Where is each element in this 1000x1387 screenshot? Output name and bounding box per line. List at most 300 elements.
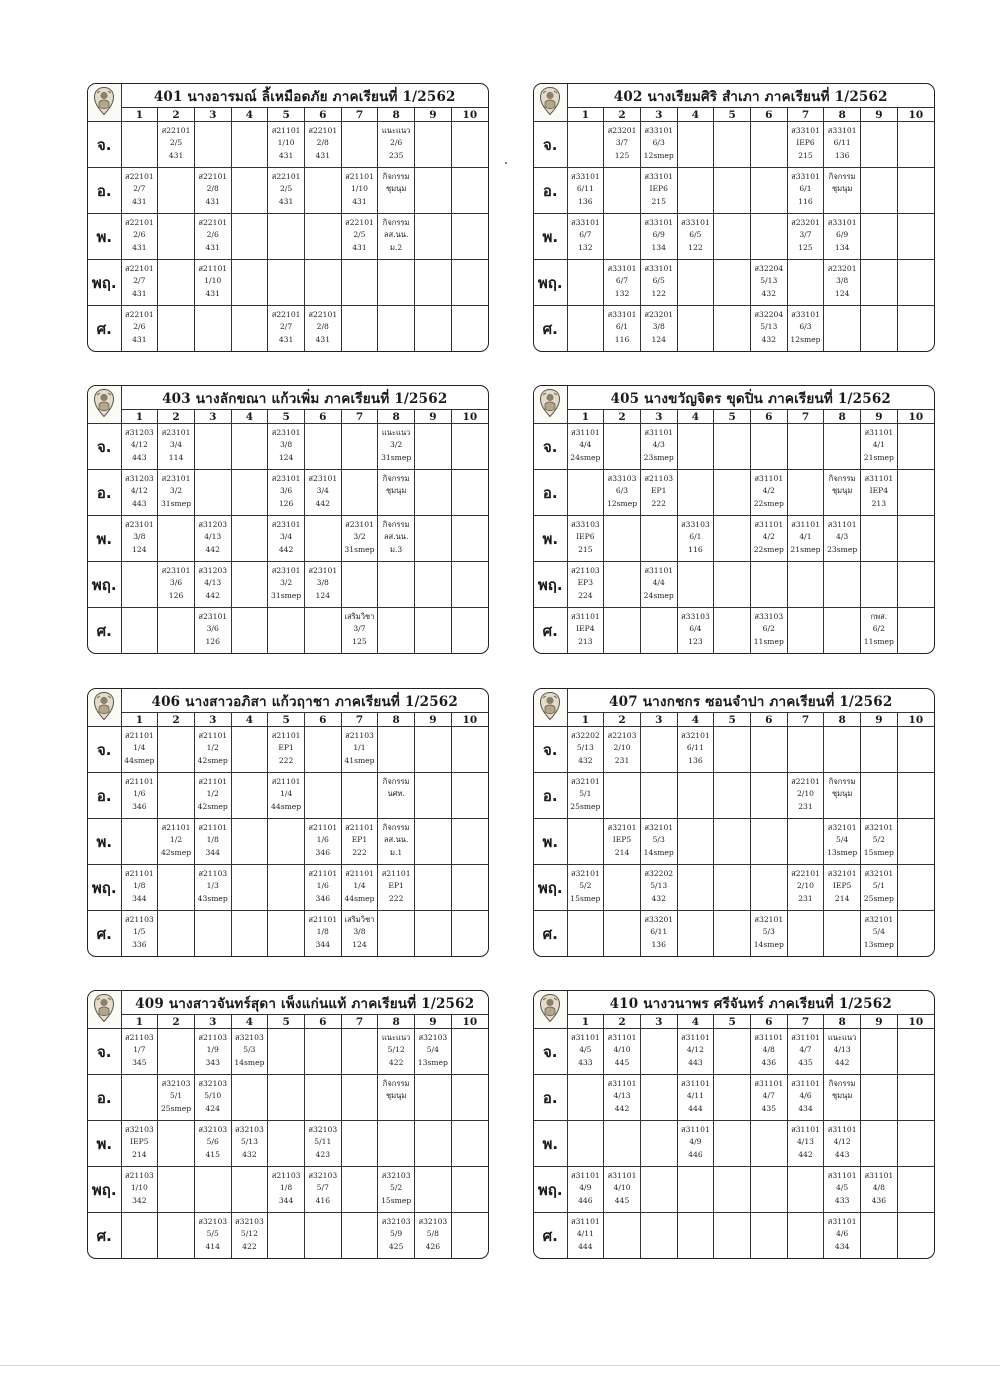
period-slot	[567, 470, 604, 516]
period-header: 4	[677, 108, 714, 122]
slot-room: 25smep	[570, 801, 601, 811]
period-slot	[677, 562, 714, 608]
period-slot	[750, 516, 787, 562]
slot-room: 442	[205, 544, 220, 554]
slot-class: 4/2	[762, 532, 775, 542]
period-slot	[268, 516, 305, 562]
day-label: พ.	[88, 214, 121, 260]
school-emblem-icon	[92, 1008, 116, 1027]
slot-class: 4/12	[130, 440, 148, 450]
period-header: 5	[268, 1015, 305, 1029]
period-slot	[567, 168, 604, 214]
period-slot	[341, 470, 378, 516]
period-header-row	[534, 410, 934, 424]
slot-room: 431	[168, 150, 184, 160]
school-emblem-icon	[538, 101, 562, 120]
period-slot	[824, 911, 861, 957]
period-slot	[787, 1029, 824, 1075]
period-slot	[341, 819, 378, 865]
period-slot	[824, 470, 861, 516]
period-header: 7	[341, 713, 378, 727]
period-slot	[341, 911, 378, 957]
period-slot	[341, 865, 378, 911]
slot-room: 25smep	[160, 1103, 192, 1113]
slot-class: EP1	[278, 743, 294, 753]
period-header: 5	[714, 410, 751, 424]
period-header: 8	[378, 108, 415, 122]
period-slot	[194, 122, 231, 168]
timetable-card	[87, 688, 489, 957]
period-slot	[897, 608, 934, 654]
slot-class: 6/1	[799, 184, 812, 194]
period-slot	[268, 608, 305, 654]
slot-room: 432	[761, 288, 777, 298]
slot-subject-code: ส31101	[864, 1171, 894, 1180]
period-header: 7	[787, 1015, 824, 1029]
slot-subject-code: กิจกรรม	[382, 823, 410, 832]
timetable-card	[533, 83, 935, 352]
period-slot	[231, 608, 268, 654]
period-slot	[121, 727, 158, 773]
period-slot	[121, 424, 158, 470]
period-slot	[824, 168, 861, 214]
slot-class: 4/13	[204, 532, 222, 542]
slot-class: 4/3	[836, 532, 849, 542]
timetable-card	[87, 83, 489, 352]
period-slot	[415, 122, 452, 168]
slot-subject-code: ส23101	[271, 520, 301, 529]
slot-class: 4/7	[762, 1091, 775, 1101]
slot-class: EP1	[388, 881, 404, 891]
period-slot	[341, 773, 378, 819]
period-header: 8	[824, 108, 861, 122]
period-slot	[304, 1075, 341, 1121]
slot-class: 3/7	[353, 624, 366, 634]
period-slot	[231, 1167, 268, 1213]
period-slot	[897, 306, 934, 352]
slot-room: 442	[205, 590, 220, 600]
slot-class: 6/3	[615, 486, 629, 496]
slot-class: 1/8	[206, 835, 219, 845]
slot-subject-code: ส32103	[381, 1171, 411, 1180]
period-slot	[861, 122, 898, 168]
period-slot	[861, 168, 898, 214]
slot-class: 2/7	[279, 322, 293, 332]
slot-room: 435	[761, 1103, 777, 1113]
slot-room: 13smep	[827, 847, 858, 857]
slot-class: 6/7	[579, 230, 592, 240]
day-label: จ.	[88, 424, 121, 470]
period-slot	[121, 260, 158, 306]
period-slot	[451, 562, 488, 608]
slot-subject-code: ส32103	[235, 1217, 264, 1226]
slot-subject-code: ส31101	[827, 1125, 857, 1134]
slot-room: 346	[132, 801, 147, 811]
period-slot	[451, 911, 488, 957]
period-slot	[158, 1213, 195, 1259]
slot-class: 3/4	[169, 440, 183, 450]
slot-class: 5/1	[169, 1091, 183, 1101]
day-row	[88, 1213, 488, 1259]
period-slot	[158, 911, 195, 957]
period-slot	[604, 214, 641, 260]
period-slot	[415, 1029, 452, 1075]
period-slot	[640, 1029, 677, 1075]
period-slot	[897, 260, 934, 306]
period-slot	[787, 260, 824, 306]
day-label: ศ.	[88, 608, 121, 654]
day-row	[88, 1029, 488, 1075]
period-slot	[341, 608, 378, 654]
period-slot	[787, 773, 824, 819]
slot-subject-code: ส21101	[345, 823, 374, 832]
slot-subject-code: ส32103	[235, 1033, 264, 1042]
slot-class: 4/5	[579, 1045, 592, 1055]
period-slot	[677, 1121, 714, 1167]
period-slot	[378, 122, 415, 168]
timetable-table	[534, 386, 934, 653]
slot-room: 431	[315, 334, 331, 344]
slot-subject-code: กิจกรรม	[828, 172, 856, 181]
period-slot	[304, 470, 341, 516]
period-slot	[750, 122, 787, 168]
period-slot	[714, 608, 751, 654]
slot-subject-code: ส32103	[381, 1217, 411, 1226]
period-header: 6	[304, 713, 341, 727]
period-slot	[714, 424, 751, 470]
day-row	[534, 1075, 934, 1121]
slot-subject-code: แนะแนว	[381, 126, 411, 135]
timetable-table	[88, 84, 488, 351]
timetable-table	[534, 84, 934, 351]
period-slot	[194, 306, 231, 352]
slot-subject-code: กิจกรรม	[382, 520, 410, 529]
slot-subject-code: ส32101	[864, 915, 894, 924]
slot-subject-code: ส21101	[124, 731, 154, 740]
slot-class: 4/3	[652, 440, 665, 450]
slot-subject-code: ส23101	[271, 474, 301, 483]
period-slot	[268, 1213, 305, 1259]
period-slot	[787, 168, 824, 214]
period-slot	[451, 1029, 488, 1075]
period-slot	[567, 819, 604, 865]
period-slot	[861, 608, 898, 654]
day-row	[534, 470, 934, 516]
period-slot	[861, 470, 898, 516]
slot-room: 445	[614, 1195, 630, 1205]
period-slot	[415, 1121, 452, 1167]
day-label: ศ.	[534, 911, 567, 957]
slot-class: 1/8	[133, 881, 146, 891]
period-slot	[567, 608, 604, 654]
slot-room: 431	[205, 242, 220, 252]
slot-subject-code: ส31101	[570, 1171, 600, 1180]
period-slot	[451, 773, 488, 819]
day-row	[534, 122, 934, 168]
day-row	[534, 865, 934, 911]
period-slot	[897, 911, 934, 957]
period-slot	[415, 562, 452, 608]
period-header: 5	[268, 713, 305, 727]
slot-subject-code: ส33101	[570, 172, 600, 181]
period-slot	[640, 865, 677, 911]
logo-cell	[534, 84, 567, 122]
slot-room: 122	[688, 242, 703, 252]
slot-subject-code: ส33103	[681, 520, 710, 529]
slot-class: 6/2	[762, 624, 775, 634]
slot-class: 3/8	[652, 322, 665, 332]
period-slot	[897, 727, 934, 773]
period-slot	[304, 608, 341, 654]
slot-subject-code: ส33101	[644, 172, 674, 181]
slot-room: 442	[614, 1103, 630, 1113]
slot-subject-code: ส33101	[644, 264, 674, 273]
period-slot	[378, 1121, 415, 1167]
period-slot	[750, 214, 787, 260]
period-slot	[567, 1029, 604, 1075]
slot-subject-code: ส33101	[827, 218, 857, 227]
slot-subject-code: ส32101	[570, 777, 600, 786]
day-row	[534, 306, 934, 352]
slot-room: 116	[688, 544, 703, 554]
day-row	[88, 168, 488, 214]
period-slot	[714, 1029, 751, 1075]
period-slot	[378, 911, 415, 957]
slot-subject-code: ส31101	[570, 1217, 600, 1226]
slot-class: 3/8	[836, 276, 849, 286]
card-title: 407 นางกชกร ซอนจำปา ภาคเรียนที่ 1/2562	[567, 689, 934, 713]
period-slot	[787, 819, 824, 865]
day-label: อ.	[88, 168, 121, 214]
period-slot	[194, 1075, 231, 1121]
day-label: จ.	[534, 122, 567, 168]
slot-subject-code: ส21101	[308, 869, 338, 878]
period-slot	[677, 865, 714, 911]
day-row	[88, 727, 488, 773]
slot-subject-code: ส33101	[607, 264, 637, 273]
period-header: 4	[231, 108, 268, 122]
slot-subject-code: ส33101	[644, 218, 674, 227]
day-row	[88, 608, 488, 654]
day-row	[88, 122, 488, 168]
period-slot	[158, 773, 195, 819]
slot-class: 4/10	[613, 1045, 631, 1055]
school-emblem-icon	[538, 403, 562, 422]
slot-room: 431	[132, 242, 147, 252]
slot-room: 136	[834, 150, 850, 160]
slot-room: 431	[132, 334, 147, 344]
slot-class: 5/3	[243, 1045, 256, 1055]
period-slot	[194, 911, 231, 957]
period-slot	[194, 819, 231, 865]
period-slot	[640, 168, 677, 214]
slot-room: 126	[168, 590, 184, 600]
period-header: 3	[640, 1015, 677, 1029]
period-slot	[451, 819, 488, 865]
period-header: 6	[750, 410, 787, 424]
period-slot	[268, 214, 305, 260]
period-slot	[415, 865, 452, 911]
period-slot	[787, 516, 824, 562]
slot-room: 442	[834, 1057, 850, 1067]
period-slot	[567, 424, 604, 470]
slot-room: 11smep	[753, 636, 784, 646]
period-slot	[567, 214, 604, 260]
slot-room: 445	[614, 1057, 630, 1067]
period-slot	[341, 306, 378, 352]
slot-room: 126	[278, 498, 294, 508]
slot-class: 3/6	[169, 578, 183, 588]
period-slot	[231, 1029, 268, 1075]
period-slot	[824, 1029, 861, 1075]
day-row	[88, 773, 488, 819]
slot-room: 15smep	[570, 893, 601, 903]
slot-subject-code: ส32103	[161, 1079, 191, 1088]
slot-class: 1/1	[353, 743, 366, 753]
period-slot	[341, 168, 378, 214]
slot-class: 1/7	[133, 1045, 146, 1055]
period-slot	[677, 122, 714, 168]
slot-subject-code: ส21101	[271, 777, 301, 786]
logo-cell	[88, 386, 121, 424]
period-slot	[268, 819, 305, 865]
period-slot	[268, 260, 305, 306]
slot-class: IEP4	[576, 624, 595, 634]
slot-subject-code: ส21101	[198, 731, 228, 740]
slot-class: 4/13	[796, 1137, 814, 1147]
slot-class: 3/8	[133, 532, 146, 542]
slot-class: 4/8	[762, 1045, 775, 1055]
slot-class: นศท.	[387, 789, 405, 799]
slot-subject-code: ส21101	[345, 869, 374, 878]
period-slot	[861, 1213, 898, 1259]
card-header-row	[534, 84, 934, 108]
day-label: พฤ.	[534, 865, 567, 911]
slot-subject-code: ส21101	[198, 823, 228, 832]
period-slot	[604, 168, 641, 214]
period-slot	[897, 424, 934, 470]
period-slot	[304, 727, 341, 773]
slot-subject-code: ส33101	[791, 310, 820, 319]
period-slot	[158, 727, 195, 773]
slot-subject-code: ส21103	[124, 1171, 154, 1180]
period-header: 9	[415, 410, 452, 424]
slot-class: 4/12	[130, 486, 148, 496]
period-slot	[750, 306, 787, 352]
period-header: 3	[640, 410, 677, 424]
slot-subject-code: ส21101	[124, 869, 154, 878]
period-slot	[750, 470, 787, 516]
slot-class: 1/2	[206, 743, 219, 753]
slot-room: 42smep	[197, 801, 228, 811]
period-header: 9	[415, 713, 452, 727]
slot-room: 124	[352, 939, 367, 949]
period-slot	[677, 773, 714, 819]
slot-room: 436	[761, 1057, 777, 1067]
slot-subject-code: ส32101	[607, 823, 637, 832]
slot-room: 44smep	[271, 801, 302, 811]
slot-class: 4/9	[579, 1183, 592, 1193]
slot-subject-code: ส31101	[570, 428, 600, 437]
logo-cell	[534, 991, 567, 1029]
slot-class: 1/9	[206, 1045, 219, 1055]
period-slot	[194, 562, 231, 608]
slot-subject-code: ส31101	[754, 1079, 784, 1088]
period-slot	[158, 1121, 195, 1167]
slot-room: 423	[315, 1149, 331, 1159]
slot-subject-code: ส21103	[124, 1033, 154, 1042]
slot-class: 1/10	[350, 184, 368, 194]
period-header: 4	[231, 410, 268, 424]
slot-subject-code: ส31101	[827, 520, 857, 529]
slot-subject-code: ส32202	[644, 869, 674, 878]
period-slot	[304, 424, 341, 470]
period-slot	[714, 819, 751, 865]
period-slot	[714, 727, 751, 773]
period-slot	[787, 608, 824, 654]
day-row	[534, 608, 934, 654]
period-slot	[714, 306, 751, 352]
period-header: 8	[378, 410, 415, 424]
period-header: 9	[415, 108, 452, 122]
slot-class: 6/4	[689, 624, 702, 634]
slot-subject-code: ส32101	[754, 915, 784, 924]
slot-subject-code: ส22101	[124, 310, 154, 319]
slot-subject-code: ส22101	[271, 310, 301, 319]
period-header: 4	[677, 410, 714, 424]
slot-subject-code: ส33101	[791, 172, 820, 181]
slot-room: 431	[205, 196, 220, 206]
slot-class: 5/12	[240, 1229, 258, 1239]
period-header: 5	[268, 108, 305, 122]
period-slot	[378, 562, 415, 608]
slot-subject-code: กิจกรรม	[828, 777, 856, 786]
period-slot	[861, 1075, 898, 1121]
period-slot	[451, 1167, 488, 1213]
period-slot	[640, 911, 677, 957]
period-header-row	[88, 410, 488, 424]
slot-room: 446	[578, 1195, 593, 1205]
slot-room: 231	[798, 893, 813, 903]
period-slot	[567, 306, 604, 352]
slot-room: 433	[578, 1057, 593, 1067]
slot-class: 3/2	[390, 440, 403, 450]
slot-room: 31smep	[271, 590, 302, 600]
slot-class: 4/1	[872, 440, 885, 450]
period-header: 5	[714, 1015, 751, 1029]
slot-subject-code: ส21103	[124, 915, 154, 924]
period-header: 10	[451, 410, 488, 424]
day-label: พฤ.	[88, 260, 121, 306]
timetable-table	[88, 386, 488, 653]
slot-room: 415	[205, 1149, 220, 1159]
period-slot	[304, 819, 341, 865]
period-slot	[378, 424, 415, 470]
period-slot	[451, 1213, 488, 1259]
period-slot	[194, 470, 231, 516]
slot-subject-code: ส31101	[754, 474, 784, 483]
slot-room: 22smep	[753, 498, 784, 508]
slot-class: 5/3	[762, 927, 775, 937]
period-slot	[121, 122, 158, 168]
slot-class: IEP6	[796, 138, 815, 148]
slot-subject-code: ส31101	[644, 566, 674, 575]
period-slot	[304, 168, 341, 214]
day-row	[88, 470, 488, 516]
period-slot	[750, 168, 787, 214]
slot-room: 213	[871, 498, 887, 508]
period-slot	[121, 1167, 158, 1213]
